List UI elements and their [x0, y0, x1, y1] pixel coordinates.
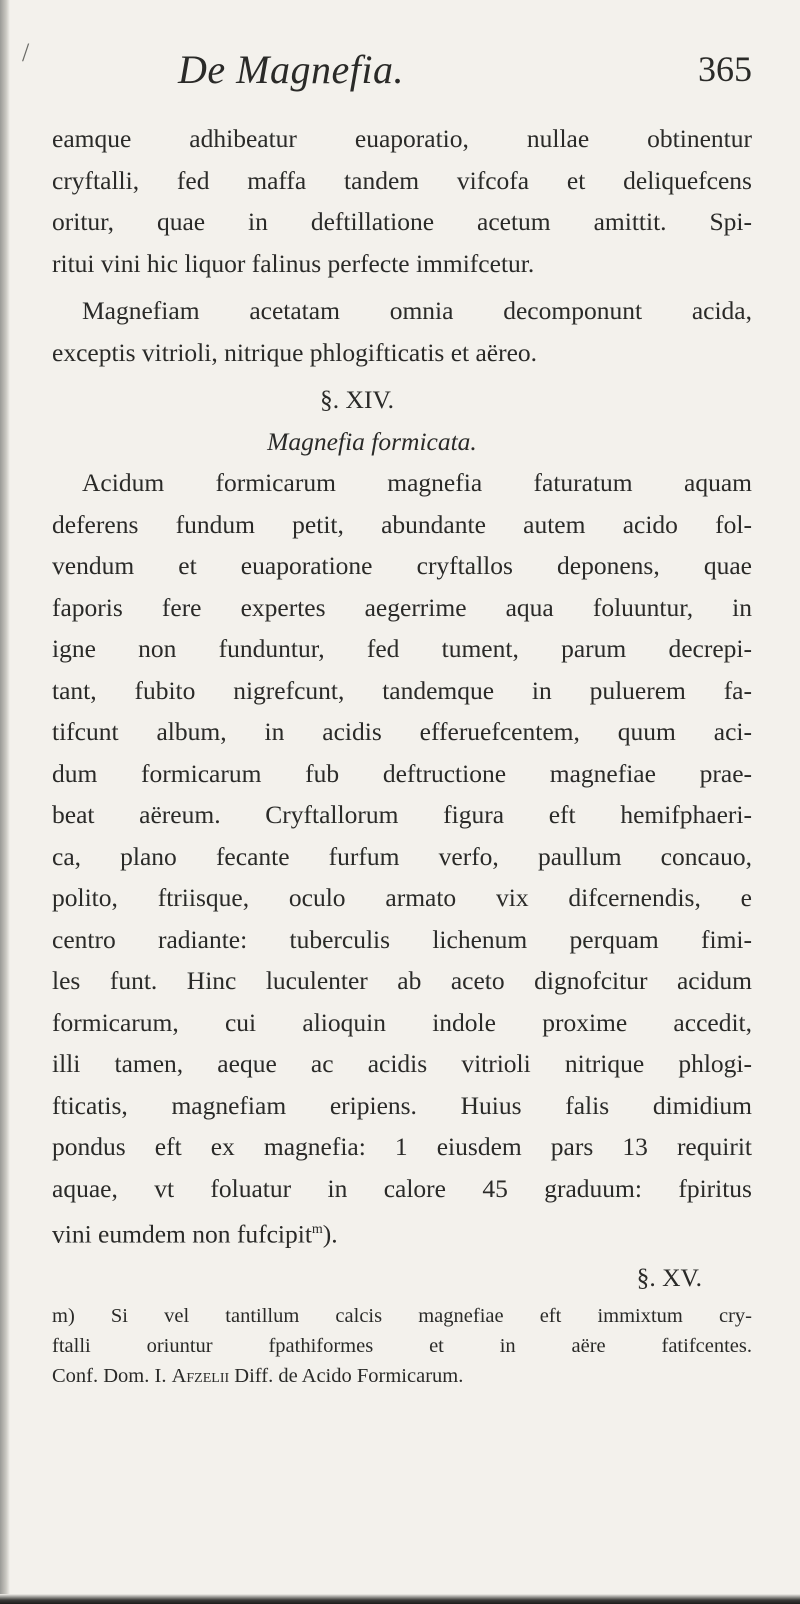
text-line: les funt. Hinc luculenter ab aceto dignofcitur acidum: [52, 966, 752, 995]
body-text: [52, 118, 752, 1391]
text-line: fticatis, magnefiam eripiens. Huius falis dimidium: [52, 1090, 752, 1120]
text-line: eamque adhibeatur euaporatio, nullae obtinentur: [52, 124, 752, 153]
text-line: exceptis vitrioli, nitrique phlogifticatis et aëreo.: [52, 337, 538, 367]
section-title: Magnefia formicata.: [267, 426, 477, 456]
text-fragment: vini eumdem non fufcipit: [52, 1219, 312, 1249]
text-line: ca, plano fecante furfum verfo, paullum concauo,: [52, 841, 752, 871]
page-number: 365: [698, 49, 752, 89]
footnote-reference: m: [311, 1222, 323, 1237]
stray-ink-mark: /: [22, 38, 30, 67]
footnote-line: ftalli oriuntur fpathiformes et in aëre fatifcentes.: [52, 1334, 752, 1357]
text-line: deferens fundum petit, abundante autem acido fol-: [52, 509, 752, 539]
paragraph-continued: [52, 118, 752, 284]
text-line: aquae, vt foluatur in calore 45 graduum: fpiritus: [52, 1173, 752, 1203]
next-section-number: §. XV.: [636, 1263, 702, 1292]
text-line: cryftalli, fed maffa tandem vifcofa et deliquefcens: [52, 165, 752, 195]
text-line: illi tamen, aeque ac acidis vitrioli nitrique phlogi-: [52, 1049, 752, 1078]
text-line: formicarum, cui alioquin indole proxime accedit,: [52, 1007, 752, 1037]
text-line: tant, fubito nigrefcunt, tandemque in puluerem fa-: [52, 675, 752, 705]
citation-author: Afzelii: [171, 1364, 230, 1387]
page-header: [86, 46, 752, 106]
citation-prefix: Conf. Dom. I.: [52, 1364, 167, 1387]
text-fragment: ).: [322, 1219, 338, 1249]
text-line: faporis fere expertes aegerrime aqua foluuntur, in: [52, 592, 752, 622]
footnote-citation: [52, 1361, 752, 1391]
text-line: Acidum formicarum magnefia faturatum aquam: [82, 468, 752, 497]
footnote-line: [52, 1301, 752, 1331]
paragraph-acetate-decomposition: [52, 290, 752, 373]
paragraph-formicata: [52, 462, 752, 1255]
text-line-final: [52, 1209, 752, 1255]
footnote-text: Si vel tantillum calcis magnefiae eft immixtum cry-: [110, 1304, 752, 1327]
text-line: centro radiante: tuberculis lichenum perquam fimi-: [52, 924, 752, 954]
text-line: igne non funduntur, fed tument, parum decrepi-: [52, 634, 752, 663]
text-line: pondus eft ex magnefia: 1 eiusdem pars 13 requirit: [52, 1132, 752, 1161]
text-line: Magnefiam acetatam omnia decomponunt acida,: [82, 296, 752, 325]
page-bottom-edge: [0, 1594, 800, 1604]
text-line: tifcunt album, in acidis efferuefcentem, quum aci-: [52, 717, 752, 746]
footnote: [52, 1301, 752, 1391]
text-line: oritur, quae in deftillatione acetum amittit. Spi-: [52, 207, 752, 236]
citation-title: Diff. de Acido Formicarum.: [234, 1364, 464, 1387]
text-line: beat aëreum. Cryftallorum figura eft hemifphaeri-: [52, 800, 752, 829]
section-number: §. XIV.: [320, 385, 394, 414]
running-title: De Magnefia.: [178, 47, 404, 92]
text-line: vendum et euaporatione cryftallos deponens, quae: [52, 551, 752, 580]
text-line: dum formicarum fub deftructione magnefiae prae-: [52, 758, 752, 788]
text-line: ritui vini hic liquor falinus perfecte immifcetur.: [52, 248, 535, 278]
text-line: polito, ftriisque, oculo armato vix difcernendis, e: [52, 883, 752, 912]
page-binding-edge: [0, 0, 10, 1604]
footnote-marker: m): [52, 1304, 75, 1327]
